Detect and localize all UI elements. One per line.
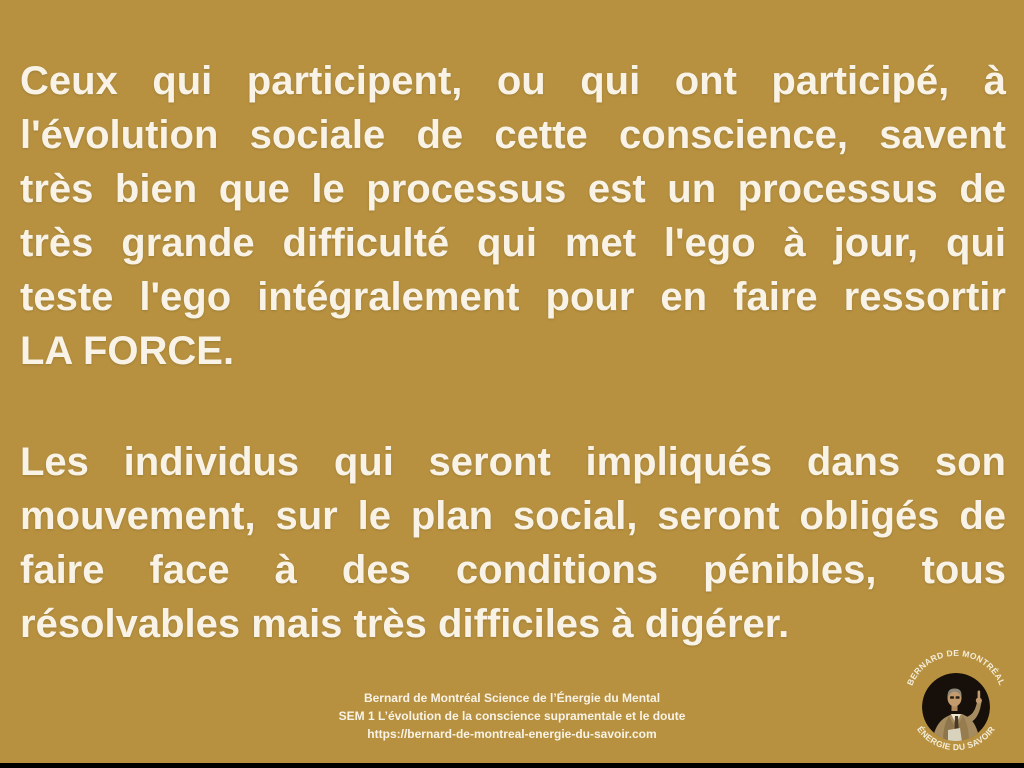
footer-author-line: Bernard de Montréal Science de l’Énergie du Mental: [363, 691, 661, 705]
quote-line: LA FORCE.: [20, 329, 235, 373]
quote-line: résolvables mais très difficiles à digérer.: [20, 602, 790, 646]
footer-url: https://bernard-de-montreal-energie-du-savoir.com: [367, 727, 657, 741]
quote-line: très grande difficulté qui met l'ego à jour, qui: [20, 221, 1006, 265]
bottom-black-bar: [0, 763, 1024, 768]
logo-photo: [922, 673, 990, 742]
quote-paragraph-2: [20, 435, 1006, 651]
quote-line: faire face à des conditions pénibles, tous: [20, 548, 1006, 592]
quote-line: très bien que le processus est un processus de: [20, 167, 1006, 211]
quote-paragraph-1: [20, 54, 1006, 378]
logo-top-arc-text: BERNARD DE MONTRÉAL: [905, 647, 1007, 687]
quote-text: [20, 54, 1006, 651]
footer-credits: [0, 689, 1024, 743]
footer-seminar-line: SEM 1 L’évolution de la conscience supramentale et le doute: [338, 709, 686, 723]
logo-bottom-arc-text: ÉNERGIE DU SAVOIR: [915, 724, 997, 753]
quote-line: teste l'ego intégralement pour en faire ressortir: [20, 275, 1006, 319]
quote-line: l'évolution sociale de cette conscience, savent: [20, 113, 1006, 157]
quote-line: Les individus qui seront impliqués dans son: [20, 440, 1006, 484]
quote-line: Ceux qui participent, ou qui ont participé, à: [20, 59, 1006, 103]
quote-line: mouvement, sur le plan social, seront obligés de: [20, 494, 1006, 538]
brand-logo: [905, 645, 1007, 763]
